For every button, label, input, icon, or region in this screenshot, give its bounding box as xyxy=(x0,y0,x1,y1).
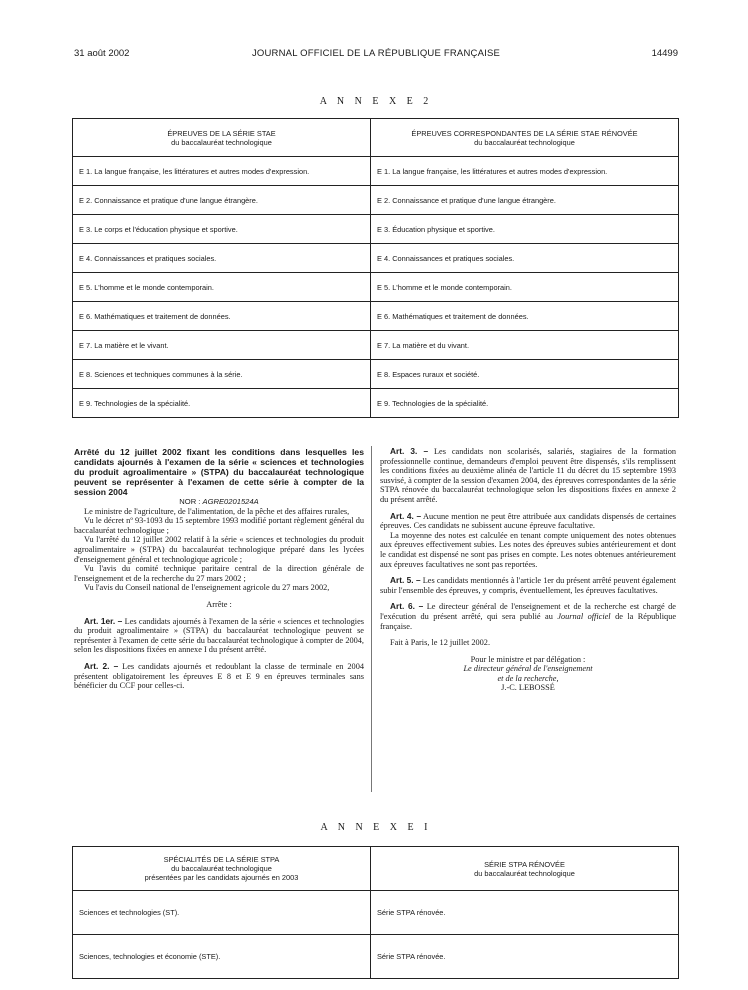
arrete-word: Arrête : xyxy=(206,599,232,609)
table-cell: E 7. La matière et du vivant. xyxy=(371,331,679,360)
table-row xyxy=(73,244,679,273)
article-2-label: Art. 2. – xyxy=(84,660,119,671)
fait-line: Fait à Paris, le 12 juillet 2002. xyxy=(390,638,491,648)
article-6-text-a: Le directeur général de l'enseignement et de la recherche est chargé de l'exécution du présent arrêté, qui sera publié au xyxy=(380,602,676,621)
article-4-label: Art. 4. – xyxy=(390,510,422,521)
table-cell: E 9. Technologies de la spécialité. xyxy=(371,389,679,418)
table-cell: E 9. Technologies de la spécialité. xyxy=(73,389,371,418)
table-cell: E 5. L'homme et le monde contemporain. xyxy=(73,273,371,302)
article-6-label: Art. 6. – xyxy=(390,601,424,612)
article-6-journal: Journal officiel xyxy=(557,611,611,621)
article-3 xyxy=(380,447,676,505)
paragraph: Le ministre de l'agriculture, de l'alimentation, de la pêche et des affaires rurales, xyxy=(84,506,350,516)
table-row xyxy=(73,389,679,418)
table-row xyxy=(73,273,679,302)
table-cell: E 1. La langue française, les littératures et autres modes d'expression. xyxy=(371,157,679,186)
annex2-header-right xyxy=(371,119,679,157)
paragraph: Vu l'avis du Conseil national de l'enseignement agricole du 27 mars 2002, xyxy=(84,583,330,593)
table-cell: E 2. Connaissance et pratique d'une langue étrangère. xyxy=(371,186,679,215)
annex2-header-left xyxy=(73,119,371,157)
annex2-header-row xyxy=(73,119,679,157)
article-5-label: Art. 5. – xyxy=(390,575,421,586)
annex1-header-left-line1: SPÉCIALITÉS DE LA SÉRIE STPA xyxy=(163,855,280,864)
nor-line xyxy=(74,497,364,507)
table-row xyxy=(73,331,679,360)
annex1-header-right-line1: SÉRIE STPA RÉNOVÉE xyxy=(484,859,565,869)
table-cell: Série STPA rénovée. xyxy=(371,891,679,935)
table-cell: Série STPA rénovée. xyxy=(371,935,679,979)
article-6 xyxy=(380,602,676,631)
table-cell: E 3. Éducation physique et sportive. xyxy=(371,215,679,244)
signature-title-2: et de la recherche, xyxy=(497,673,559,683)
table-cell: E 2. Connaissance et pratique d'une langue étrangère. xyxy=(73,186,371,215)
table-row xyxy=(73,891,679,935)
table-row xyxy=(73,360,679,389)
annex2-header-left-line1: ÉPREUVES DE LA SÉRIE STAE xyxy=(167,128,276,138)
table-cell: E 7. La matière et le vivant. xyxy=(73,331,371,360)
table-cell: E 6. Mathématiques et traitement de données. xyxy=(73,302,371,331)
annex1-title: A N N E X E I xyxy=(320,822,432,833)
paragraph: Vu l'arrêté du 12 juillet 2002 relatif à la série « sciences et technologies du produit agroalimentaire » (STPA) du baccalauréat technologique préparé dans les lycées d'enseignement général et technologique agricole ; xyxy=(74,535,364,564)
annex1-header-right xyxy=(371,847,679,891)
arrete-right-column xyxy=(380,447,676,693)
annex2-header-right-line1: ÉPREUVES CORRESPONDANTES DE LA SÉRIE STAE RÉNOVÉE xyxy=(411,128,638,138)
article-3-text: Les candidats non scolarisés, salariés, stagiaires de la formation professionnelle continue, demandeurs d'emploi peuvent être dispensés, s'ils remplissent les conditions fixées au deuxième alinéa de l'article 11 du décret du 15 septembre 1993 susvisé, à compter de la session d'examen 2004, des épreuves correspondantes de la série STPA rénovée du baccalauréat technologique selon les dispositions fixées en annexe 2 du présent arrêté. xyxy=(380,447,676,504)
table-row xyxy=(73,302,679,331)
page-header xyxy=(74,48,678,62)
signature-line-2 xyxy=(380,664,676,674)
signature-name: J.-C. LEBOSSÉ xyxy=(501,683,555,693)
table-cell: E 4. Connaissances et pratiques sociales. xyxy=(73,244,371,273)
article-4 xyxy=(380,512,676,531)
paragraph: Vu le décret nº 93-1093 du 15 septembre 1993 modifié portant règlement général du baccalauréat technologique ; xyxy=(74,516,364,535)
annex2-title: A N N E X E 2 xyxy=(319,96,433,107)
table-cell: E 8. Sciences et techniques communes à la série. xyxy=(73,360,371,389)
table-row xyxy=(73,186,679,215)
table-cell: E 5. L'homme et le monde contemporain. xyxy=(371,273,679,302)
table-row xyxy=(73,935,679,979)
article-1 xyxy=(74,617,364,655)
table-row xyxy=(73,215,679,244)
header-page-number: 14499 xyxy=(651,48,678,59)
article-3-label: Art. 3. – xyxy=(390,446,429,456)
annex2-header-right-line2: du baccalauréat technologique xyxy=(474,137,575,147)
paragraph: Vu l'avis du comité technique paritaire central de la direction générale de l'enseignement et de la recherche du 27 mars 2002 ; xyxy=(74,564,364,583)
nor-code: AGRE0201524A xyxy=(202,497,259,506)
article-4-paragraph-2: La moyenne des notes est calculée en tenant compte uniquement des notes obtenues aux épreuves effectivement subies. Les notes des épreuves subies antérieurement et dont le candidat est dispensé ne sont pas prises en compte. Les notes obtenues antérieurement aux épreuves facultatives ne sont pas reportées. xyxy=(380,530,676,569)
article-6-text-b: de la République française. xyxy=(380,611,677,631)
column-divider xyxy=(371,446,372,792)
annex1-header-left xyxy=(73,847,371,891)
table-cell: Sciences, technologies et économie (STE). xyxy=(73,935,371,979)
nor-label: NOR : xyxy=(179,497,201,506)
table-cell: E 6. Mathématiques et traitement de données. xyxy=(371,302,679,331)
annex1-header-row xyxy=(73,847,679,891)
article-4-text: Aucune mention ne peut être attribuée aux candidats dispensés de certaines épreuves. Ces candidats ne subissent aucune épreuve facultative. xyxy=(380,511,677,531)
annex2-header-left-line2: du baccalauréat technologique xyxy=(171,137,272,147)
table-cell: E 3. Le corps et l'éducation physique et sportive. xyxy=(73,215,371,244)
table-row xyxy=(73,157,679,186)
article-1-text: Les candidats ajournés à l'examen de la série « sciences et technologies du produit agroalimentaire » (STPA) du baccalauréat technologique peuvent se représenter à l'examen de cette série du baccalauréat technologique à compter de 2004, selon les dispositions fixées en annexe I du présent arrêté. xyxy=(74,616,365,655)
table-cell: E 1. La langue française, les littératures et autres modes d'expression. xyxy=(73,157,371,186)
annex1-header-left-line2: du baccalauréat technologique xyxy=(171,864,272,873)
signature-line-1: Pour le ministre et par délégation : xyxy=(470,654,586,664)
signature-title-1: Le directeur général de l'enseignement xyxy=(463,664,593,674)
arrete-title: Arrêté du 12 juillet 2002 fixant les conditions dans lesquelles les candidats ajournés à l'examen de la série « sciences et technologies du produit agroalimentaire » (STPA) du baccalauréat technologique peuvent se représenter à l'examen de cette série à compter de la session 2004 xyxy=(74,447,364,497)
article-5-text: Les candidats mentionnés à l'article 1er du présent arrêté peuvent également subir l'ensemble des épreuves, y compris, éventuellement, les épreuves facultatives. xyxy=(380,576,677,595)
article-5 xyxy=(380,576,676,595)
annex1-table xyxy=(72,846,679,979)
article-1-label: Art. 1er. – xyxy=(84,615,123,626)
annex2-table xyxy=(72,118,679,418)
table-cell: Sciences et technologies (ST). xyxy=(73,891,371,935)
header-date: 31 août 2002 xyxy=(74,48,130,59)
annex1-header-left-line3: présentées par les candidats ajournés en 2003 xyxy=(144,873,299,882)
annex1-header-right-line2: du baccalauréat technologique xyxy=(474,868,575,878)
header-journal-title: JOURNAL OFFICIEL DE LA RÉPUBLIQUE FRANÇAISE xyxy=(251,48,501,59)
table-cell: E 8. Espaces ruraux et société. xyxy=(371,360,679,389)
article-2 xyxy=(74,662,364,691)
arrete-left-column xyxy=(74,447,364,691)
table-cell: E 4. Connaissances et pratiques sociales. xyxy=(371,244,679,273)
article-2-text: Les candidats ajournés et redoublant la classe de terminale en 2004 présentent obligatoirement les épreuves E 8 et E 9 en épreuves terminales sans bénéficier du CCF pour celles-ci. xyxy=(74,661,365,691)
